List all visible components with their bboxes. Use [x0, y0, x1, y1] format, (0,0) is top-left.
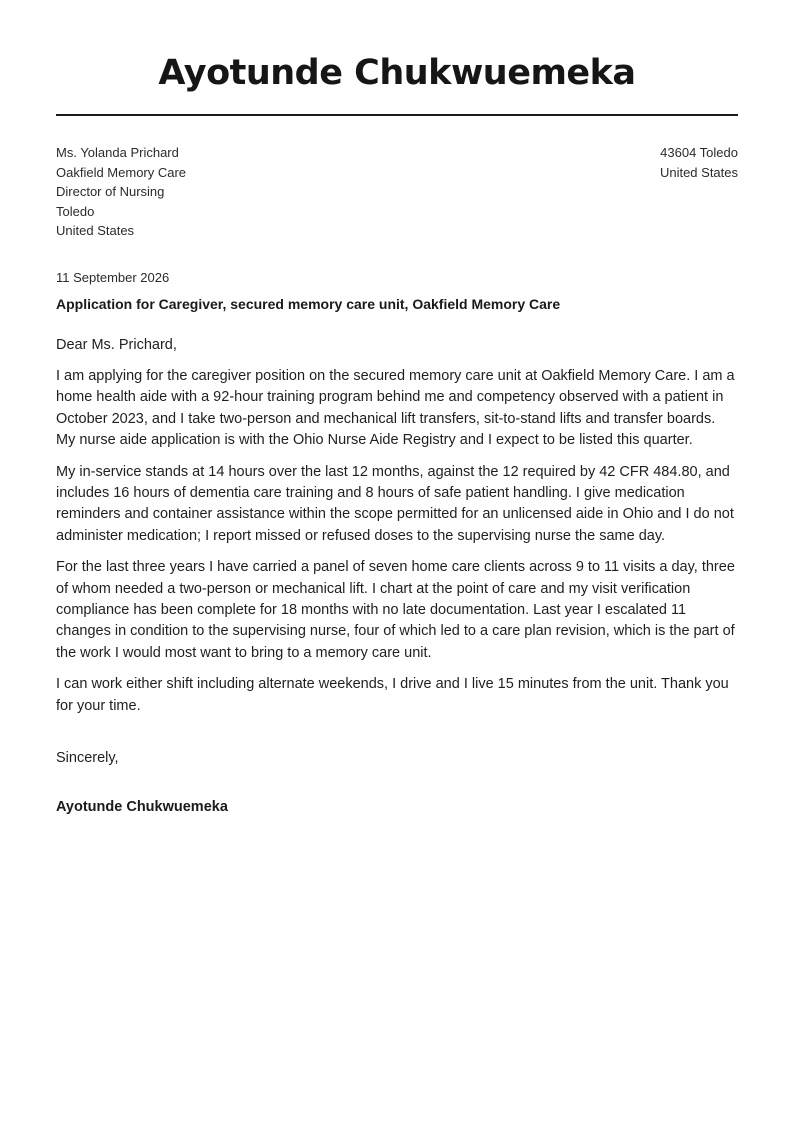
recipient-city: Toledo — [56, 203, 95, 219]
body-paragraph-4: I can work either shift including alternate weekends, I drive and I live 15 minutes from the unit. Thank you for your time. — [56, 676, 729, 714]
salutation: Dear Ms. Prichard, — [56, 336, 177, 353]
sender-name-heading: Ayotunde Chukwuemeka — [158, 53, 636, 93]
sender-address-block — [660, 143, 738, 241]
closing-phrase: Sincerely, — [56, 750, 119, 767]
letter-date: 11 September 2026 — [56, 269, 170, 285]
body-paragraph-3: For the last three years I have carried a panel of seven home care clients across 9 to 11 visits a day, three of whom needed a two-person or mechanical lift. I chart at the point of care and my visit verification compliance has been complete for 18 months with no late documentation. Last year I escalated 11 changes in condition to the supervising nurse, four of which led to a care plan revision, which is the part of the work I would most want to bring to a memory care unit. — [56, 559, 735, 661]
body-paragraph-1: I am applying for the caregiver position on the secured memory care unit at Oakfield Memory Care. I am a home health aide with a 92-hour training program behind me and competency observed with a patient in October 2023, and I take two-person and mechanical lift transfers, sit-to-stand lifts and transfer boards. My nurse aide application is with the Ohio Nurse Aide Registry and I expect to be listed this quarter. — [56, 367, 735, 449]
recipient-name: Ms. Yolanda Prichard — [56, 145, 179, 160]
subject-line: Application for Caregiver, secured memory care unit, Oakfield Memory Care — [56, 295, 561, 312]
recipient-title: Director of Nursing — [56, 184, 165, 200]
body-paragraph-2: My in-service stands at 14 hours over the last 12 months, against the 12 required by 42 CFR 484.80, and includes 16 hours of dementia care training and 8 hours of safe patient handling. I give medication reminders and container assistance within the scope permitted for an unlicensed aide in Ohio and I do not administer medication; I report missed or refused doses to the supervising nurse the same day. — [56, 463, 734, 544]
header-divider — [56, 114, 738, 116]
sender-postcode-city: 43604 Toledo — [660, 145, 738, 160]
sender-country: United States — [659, 164, 738, 180]
recipient-address-block — [56, 143, 186, 241]
recipient-country: United States — [56, 223, 135, 239]
recipient-organization: Oakfield Memory Care — [56, 164, 187, 180]
address-row — [56, 143, 738, 241]
signature-name: Ayotunde Chukwuemeka — [56, 799, 228, 816]
